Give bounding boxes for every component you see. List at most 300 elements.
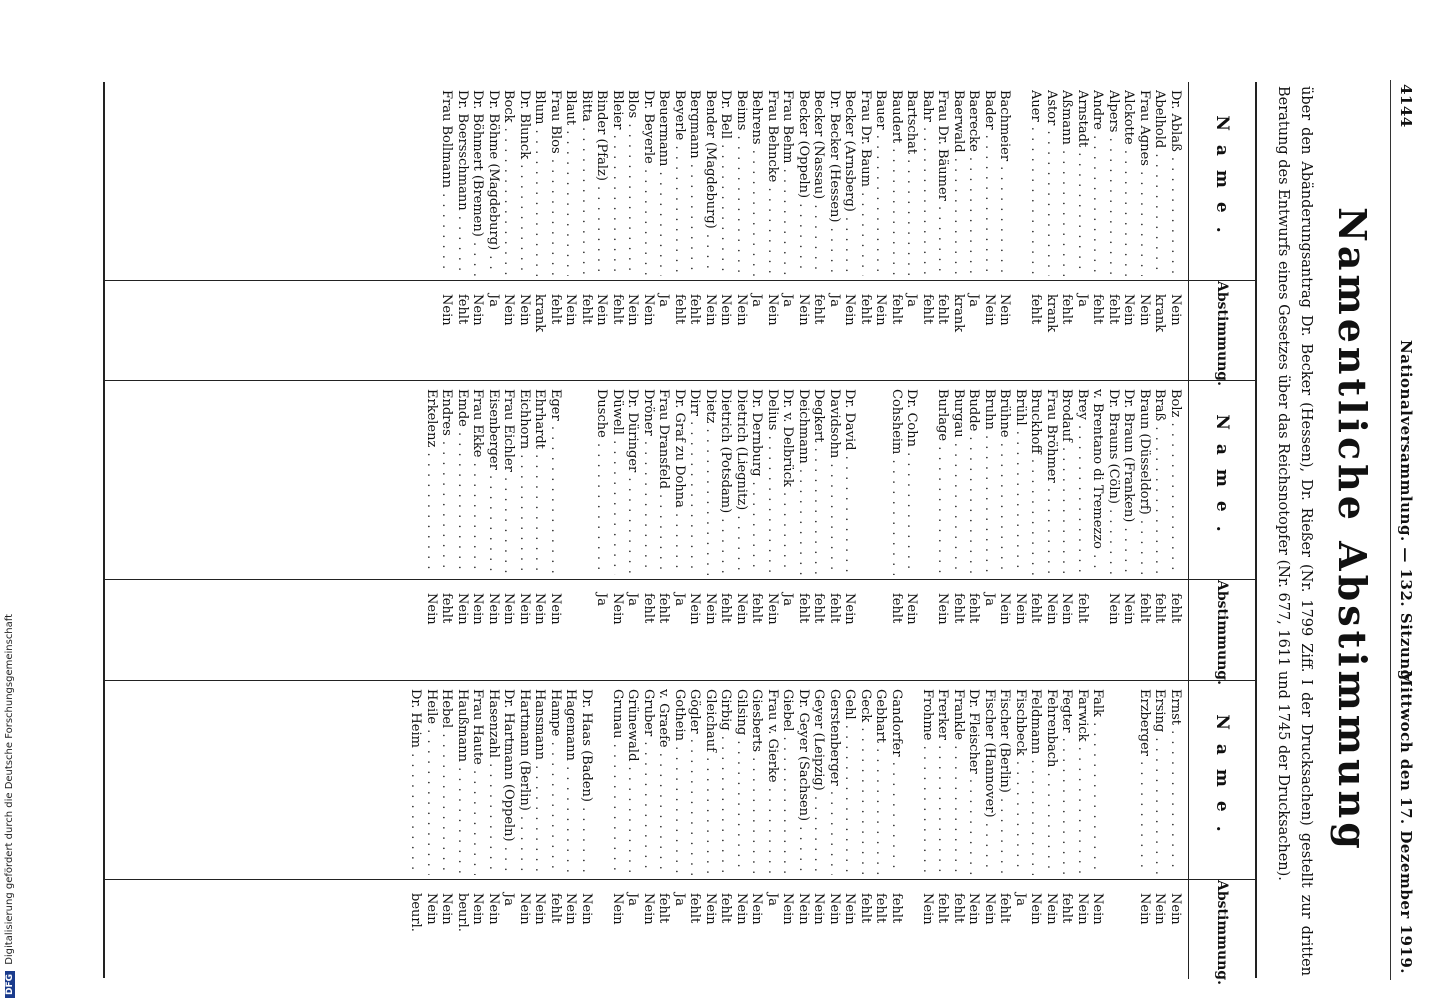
rows-container xyxy=(424,381,1184,681)
member-name: Dr. David . . . xyxy=(842,389,858,575)
rows-container xyxy=(408,681,1183,979)
vote-value: Nein xyxy=(501,294,517,326)
vote-value: fehlt xyxy=(439,593,455,624)
table-row xyxy=(1090,82,1106,380)
vote-value: Ja xyxy=(672,893,687,906)
table-row xyxy=(997,681,1013,979)
member-name: Dr. Braun (Franken) . . . xyxy=(1121,389,1137,575)
vote-header: Abstimmung. xyxy=(1214,880,1230,985)
member-name: Feldmann . . . xyxy=(1028,689,1044,875)
vote-value: Nein xyxy=(548,593,563,625)
table-row xyxy=(1075,681,1091,979)
vote-value: Nein xyxy=(703,593,718,625)
name-header: Name. xyxy=(1189,381,1255,580)
member-name: Ernst . . . xyxy=(1168,689,1184,875)
table-row xyxy=(408,681,424,979)
table-row xyxy=(672,82,688,380)
table-row xyxy=(935,681,951,979)
table-row xyxy=(842,381,858,681)
table-row xyxy=(470,681,486,979)
table-row xyxy=(532,681,548,979)
vote-value: Nein xyxy=(935,593,951,625)
vote-value: fehlt xyxy=(610,294,625,325)
member-name: Gilsing . . . xyxy=(734,689,750,875)
vote-value: fehlt xyxy=(579,294,594,325)
member-name: Brühl . . . xyxy=(1013,389,1029,575)
table-row xyxy=(579,681,595,979)
vote-value: fehlt xyxy=(656,893,672,924)
member-name: Düwell . . . xyxy=(610,389,626,575)
table-row xyxy=(548,82,564,380)
table-row xyxy=(951,82,967,380)
vote-value: Nein xyxy=(532,593,548,625)
vote-value: Nein xyxy=(470,593,486,625)
vote-value: Nein xyxy=(1137,893,1152,925)
vote-value: Nein xyxy=(625,294,641,326)
member-name: Gruber . . . xyxy=(641,689,657,875)
table-row xyxy=(455,681,471,979)
table-row xyxy=(982,82,998,380)
vote-value: fehlt xyxy=(1090,294,1106,325)
vote-value: Nein xyxy=(734,893,749,925)
vote-table xyxy=(103,82,1257,985)
vote-value: fehlt xyxy=(672,294,687,325)
table-row xyxy=(687,381,703,681)
vote-value: fehlt xyxy=(889,294,904,325)
member-name: Dr. Heim . . . xyxy=(408,689,424,875)
table-row xyxy=(873,82,889,380)
vote-value: Nein xyxy=(966,893,982,925)
table-row xyxy=(563,681,579,979)
member-name: Brodauf . . . xyxy=(1059,389,1075,575)
member-name: Hasenzahl . . . xyxy=(486,689,502,875)
table-row xyxy=(1121,381,1137,681)
member-name: Burlage . . . xyxy=(935,389,951,575)
member-name: Blaut . . . xyxy=(563,90,579,276)
member-name: Dietz . . . xyxy=(703,389,719,575)
table-row xyxy=(966,82,982,380)
member-name: Dr. Dernburg . . . xyxy=(749,389,765,575)
member-name: Blum . . . xyxy=(532,90,548,276)
vote-value: fehlt xyxy=(718,593,734,624)
table-row xyxy=(424,681,440,979)
table-row xyxy=(1059,681,1075,979)
member-name: Dr. Cohn . . . xyxy=(904,389,920,575)
member-name: Farwick . . . xyxy=(1075,689,1091,875)
member-name: Deichmann . . . xyxy=(796,389,812,575)
vote-value: Nein xyxy=(424,593,439,625)
table-row xyxy=(439,82,455,380)
member-name: Binder (Pfalz) . . . xyxy=(594,90,610,276)
vote-description: über den Abänderungsantrag Dr. Becker (Hessen), Dr. Rießer (Nr. 1799 Ziff. I der Drucksachen) gestellt zur dritten Beratung des Entwurfs eines Gesetzes über das Reichsnotopfer (Nr. 677, 1611 und 1745 der Drucksachen). xyxy=(1275,86,1314,976)
vote-value: beurl. xyxy=(455,893,470,932)
vote-value: krank xyxy=(1152,294,1168,333)
member-name: Grünewald . . . xyxy=(625,689,641,875)
column-header xyxy=(1188,82,1255,386)
member-name: Bender (Magdeburg) . . . xyxy=(703,90,719,276)
vote-value: Nein xyxy=(765,294,780,326)
member-name: Hagemann . . . xyxy=(563,689,579,875)
member-name: Bachmeier . . . xyxy=(997,90,1013,276)
vote-value: fehlt xyxy=(889,893,904,924)
member-name: Gehl . . . xyxy=(842,689,858,875)
vote-value: Nein xyxy=(439,294,455,326)
vote-value: Nein xyxy=(827,893,842,925)
table-row xyxy=(1013,381,1029,681)
member-name: Becker (Nassau) . . . xyxy=(811,90,827,276)
member-name: Dr. Hartmann (Oppeln) . . . xyxy=(501,689,517,875)
table-row xyxy=(966,381,982,681)
member-name: Frau Blos . . . xyxy=(548,90,564,276)
table-row xyxy=(997,381,1013,681)
vote-value: fehlt xyxy=(951,593,966,624)
table-row xyxy=(501,681,517,979)
table-row xyxy=(858,681,874,979)
member-name: Behrens . . . xyxy=(749,90,765,276)
table-row xyxy=(455,381,471,681)
vote-value: fehlt xyxy=(951,893,966,924)
table-row xyxy=(1075,82,1091,380)
member-name: Fischer (Berlin) . . . xyxy=(997,689,1013,875)
vote-value: fehlt xyxy=(1075,593,1090,624)
member-name: Girbig . . . xyxy=(718,689,734,875)
vote-value: fehlt xyxy=(966,593,982,624)
member-name: Frohme . . . xyxy=(920,689,936,875)
member-name: Dirr . . . xyxy=(687,389,703,575)
table-row xyxy=(966,681,982,979)
table-row xyxy=(594,82,610,380)
table-row xyxy=(734,381,750,681)
vote-value: Nein xyxy=(501,593,517,625)
member-name: Geck . . . xyxy=(858,689,874,875)
member-name: Frau Dransfeld . . . xyxy=(656,389,672,575)
member-name: Bitta . . . xyxy=(579,90,595,276)
table-row xyxy=(1090,381,1106,681)
vote-value: Nein xyxy=(470,893,486,925)
member-name: Frau Behncke . . . xyxy=(765,90,781,276)
vote-value: Nein xyxy=(982,294,997,326)
vote-value: Nein xyxy=(1075,893,1090,925)
member-name: Beims . . . xyxy=(734,90,750,276)
table-row xyxy=(610,381,626,681)
vote-value: Nein xyxy=(734,593,749,625)
table-row xyxy=(904,381,920,681)
vote-value: Nein xyxy=(1090,893,1106,925)
table-row xyxy=(920,681,936,979)
vote-value: fehlt xyxy=(656,593,672,624)
table-row xyxy=(1137,381,1153,681)
session-title: Nationalversammlung. — 132. Sitzung. xyxy=(1397,340,1415,687)
table-row xyxy=(687,681,703,979)
table-row xyxy=(703,381,719,681)
vote-value: beurl. xyxy=(408,893,424,932)
vote-value: Nein xyxy=(811,893,827,925)
vote-value: fehlt xyxy=(889,593,904,624)
vote-value: Nein xyxy=(1028,893,1044,925)
table-row xyxy=(486,681,502,979)
vote-value: Nein xyxy=(517,893,532,925)
vote-value: Nein xyxy=(1044,593,1059,625)
member-name: Becker (Oppeln) . . . xyxy=(796,90,812,276)
vote-value: fehlt xyxy=(873,893,889,924)
vote-value: Nein xyxy=(455,593,470,625)
table-row xyxy=(548,681,564,979)
vote-value: Nein xyxy=(842,593,858,625)
vote-value: fehlt xyxy=(548,893,563,924)
member-name: Bolz . . . xyxy=(1168,389,1184,575)
vote-value: Ja xyxy=(656,294,672,307)
table-row xyxy=(486,381,502,681)
table-row xyxy=(765,381,781,681)
vote-value: Nein xyxy=(703,294,718,326)
funding-text: Digitalisierung gefördert durch die Deutsche Forschungsgemeinschaft xyxy=(4,613,15,965)
rows-container xyxy=(439,82,1183,380)
member-name: Ersing . . . xyxy=(1152,689,1168,875)
member-name: Dr. Becker (Hessen) . . . xyxy=(827,90,843,276)
vote-value: Nein xyxy=(718,294,734,326)
vote-value: Nein xyxy=(641,294,656,326)
table-row xyxy=(982,681,998,979)
vote-value: krank xyxy=(532,294,548,333)
vote-value: Nein xyxy=(610,893,625,925)
vote-value: Nein xyxy=(997,593,1013,625)
member-name: Eger . . . xyxy=(548,389,564,575)
member-name: Bleier . . . xyxy=(610,90,626,276)
member-name: Dr. Böhme (Magdeburg) . . . xyxy=(486,90,502,276)
table-row xyxy=(1137,681,1153,979)
vote-value: Ja xyxy=(827,294,842,307)
table-row xyxy=(842,681,858,979)
member-name: Dr. Blunck . . . xyxy=(517,90,533,276)
vote-value: Nein xyxy=(486,893,501,925)
member-name: Baerecke . . . xyxy=(966,90,982,276)
table-row xyxy=(951,381,967,681)
table-row xyxy=(889,381,905,681)
table-row xyxy=(982,381,998,681)
member-name: Dr. Graf zu Dohna . . . xyxy=(672,389,688,575)
name-header: Name. xyxy=(1189,82,1255,281)
member-name: Erkelenz . . . xyxy=(424,389,440,575)
table-row xyxy=(625,381,641,681)
vote-value: Nein xyxy=(1121,294,1137,326)
vote-value: Ja xyxy=(594,593,610,606)
member-name: Budde . . . xyxy=(966,389,982,575)
vote-value: fehlt xyxy=(687,893,703,924)
table-row xyxy=(656,381,672,681)
table-row xyxy=(548,381,564,681)
table-row xyxy=(780,82,796,380)
table-row xyxy=(873,381,889,681)
table-row xyxy=(563,82,579,380)
table-row xyxy=(1168,82,1184,380)
member-name: Frau Bröhmer . . . xyxy=(1044,389,1060,575)
member-name: Eisenberger . . . xyxy=(486,389,502,575)
table-row xyxy=(532,381,548,681)
vote-value: fehlt xyxy=(827,593,842,624)
vote-value: Nein xyxy=(1013,593,1028,625)
vote-value: Ja xyxy=(501,893,517,906)
member-name: Dr. Boersschmann . . . xyxy=(455,90,471,276)
table-row xyxy=(625,82,641,380)
vote-value: Ja xyxy=(904,294,920,307)
member-name: Andre . . . xyxy=(1090,90,1106,276)
member-name: Degkert . . . xyxy=(811,389,827,575)
vote-value: Nein xyxy=(1106,593,1121,625)
member-name: Brühne . . . xyxy=(997,389,1013,575)
table-row xyxy=(1013,82,1029,380)
member-name: Fehrenbach . . . xyxy=(1044,689,1060,875)
member-name: Dr. Haas (Baden) . . . xyxy=(579,689,595,875)
table-row xyxy=(935,381,951,681)
table-row xyxy=(501,82,517,380)
vote-value: Ja xyxy=(966,294,982,307)
table-row xyxy=(517,82,533,380)
vote-value: Ja xyxy=(625,593,641,606)
table-row xyxy=(904,681,920,979)
vote-header: Abstimmung. xyxy=(1214,580,1230,685)
table-column-3 xyxy=(105,680,1255,985)
member-name: Bahr . . . xyxy=(920,90,936,276)
table-row xyxy=(765,82,781,380)
funding-note xyxy=(4,614,15,998)
member-name: Fischer (Hannover) . . . xyxy=(982,689,998,875)
vote-value: Ja xyxy=(780,593,796,606)
member-name: Baudert . . . xyxy=(889,90,905,276)
page-title: Namentliche Abstimmung xyxy=(1330,207,1375,853)
member-name: Frau v. Gierke . . . xyxy=(765,689,781,875)
table-row xyxy=(687,82,703,380)
member-name: Bauer . . . xyxy=(873,90,889,276)
member-name: Bergmann . . . xyxy=(687,90,703,276)
member-name: Gandorfer . . . xyxy=(889,689,905,875)
member-name: Astor . . . xyxy=(1044,90,1060,276)
vote-value: fehlt xyxy=(1106,294,1121,325)
member-name: Blos . . . xyxy=(625,90,641,276)
table-row xyxy=(1106,681,1122,979)
vote-value: Nein xyxy=(842,893,858,925)
rotated-document xyxy=(97,80,1417,985)
table-row xyxy=(749,381,765,681)
vote-value: Nein xyxy=(1152,893,1168,925)
table-row xyxy=(811,82,827,380)
member-name: Frerker . . . xyxy=(935,689,951,875)
member-name: Beyerle . . . xyxy=(672,90,688,276)
vote-value: Nein xyxy=(749,893,765,925)
vote-value: krank xyxy=(951,294,966,333)
vote-value: Nein xyxy=(1168,893,1183,925)
vote-value: Nein xyxy=(532,893,548,925)
vote-value: fehlt xyxy=(935,294,951,325)
table-row xyxy=(749,82,765,380)
member-name: Dröner . . . xyxy=(641,389,657,575)
table-row xyxy=(1059,82,1075,380)
table-row xyxy=(1028,381,1044,681)
table-row xyxy=(827,82,843,380)
vote-value: fehlt xyxy=(687,294,703,325)
vote-value: fehlt xyxy=(1168,593,1183,624)
table-row xyxy=(889,82,905,380)
table-row xyxy=(796,681,812,979)
vote-value: Nein xyxy=(904,593,920,625)
member-name: Frau Behm . . . xyxy=(780,90,796,276)
vote-value: Ja xyxy=(1013,893,1028,906)
member-name: Hebel . . . xyxy=(439,689,455,875)
dfg-logo: DFG xyxy=(5,971,15,998)
member-name: Bartschat . . . xyxy=(904,90,920,276)
vote-value: Nein xyxy=(997,294,1013,326)
table-row xyxy=(920,82,936,380)
vote-value: Nein xyxy=(563,893,579,925)
vote-value: Nein xyxy=(780,893,796,925)
member-name: Frau Haute . . . xyxy=(470,689,486,875)
table-row xyxy=(827,381,843,681)
table-row xyxy=(579,82,595,380)
table-row xyxy=(672,681,688,979)
member-name: Dr. Düringer . . . xyxy=(625,389,641,575)
member-name: Falk . . . xyxy=(1090,689,1106,875)
table-row xyxy=(439,381,455,681)
member-name: Hartmann (Berlin) . . . xyxy=(517,689,533,875)
member-name: Endres . . . xyxy=(439,389,455,575)
member-name: Cohsheim . . . xyxy=(889,389,905,575)
vote-value: fehlt xyxy=(858,893,873,924)
table-row xyxy=(1013,681,1029,979)
vote-value: Nein xyxy=(796,294,811,326)
member-name: Burgau . . . xyxy=(951,389,967,575)
member-name: Frau Eichler . . . xyxy=(501,389,517,575)
table-row xyxy=(811,681,827,979)
member-name: Bruhn . . . xyxy=(982,389,998,575)
table-row xyxy=(656,82,672,380)
table-row xyxy=(1137,82,1153,380)
table-row xyxy=(1152,381,1168,681)
member-name: Giesberts . . . xyxy=(749,689,765,875)
table-row xyxy=(1059,381,1075,681)
table-row xyxy=(625,681,641,979)
vote-value: fehlt xyxy=(858,294,873,325)
member-name: Frau Agnes . . . xyxy=(1137,90,1153,276)
vote-value: Ja xyxy=(625,893,641,906)
member-name: Gögler . . . xyxy=(687,689,703,875)
table-row xyxy=(780,381,796,681)
name-header: Name. xyxy=(1189,681,1255,880)
member-name: Dusche . . . xyxy=(594,389,610,575)
member-name: Frau Ekke . . . xyxy=(470,389,486,575)
table-row xyxy=(1044,82,1060,380)
member-name: Eichhorn . . . xyxy=(517,389,533,575)
vote-value: fehlt xyxy=(997,893,1013,924)
vote-value: Nein xyxy=(842,294,858,326)
vote-value: Nein xyxy=(765,593,780,625)
member-name: Braun (Düsseldorf) . . . xyxy=(1137,389,1153,575)
member-name: Abelhold . . . xyxy=(1152,90,1168,276)
table-row xyxy=(1044,381,1060,681)
member-name: Hampe . . . xyxy=(548,689,564,875)
member-name: Gebhart . . . xyxy=(873,689,889,875)
vote-value: fehlt xyxy=(548,294,563,325)
vote-value: Ja xyxy=(672,593,687,606)
vote-value: fehlt xyxy=(1059,893,1075,924)
vote-value: Nein xyxy=(517,593,532,625)
vote-value: fehlt xyxy=(641,593,656,624)
member-name: Frankle . . . xyxy=(951,689,967,875)
table-row xyxy=(532,82,548,380)
table-row xyxy=(718,681,734,979)
vote-value: Ja xyxy=(1075,294,1090,307)
column-header xyxy=(1188,381,1255,685)
table-row xyxy=(873,681,889,979)
member-name: Dr. Beyerle . . . xyxy=(641,90,657,276)
